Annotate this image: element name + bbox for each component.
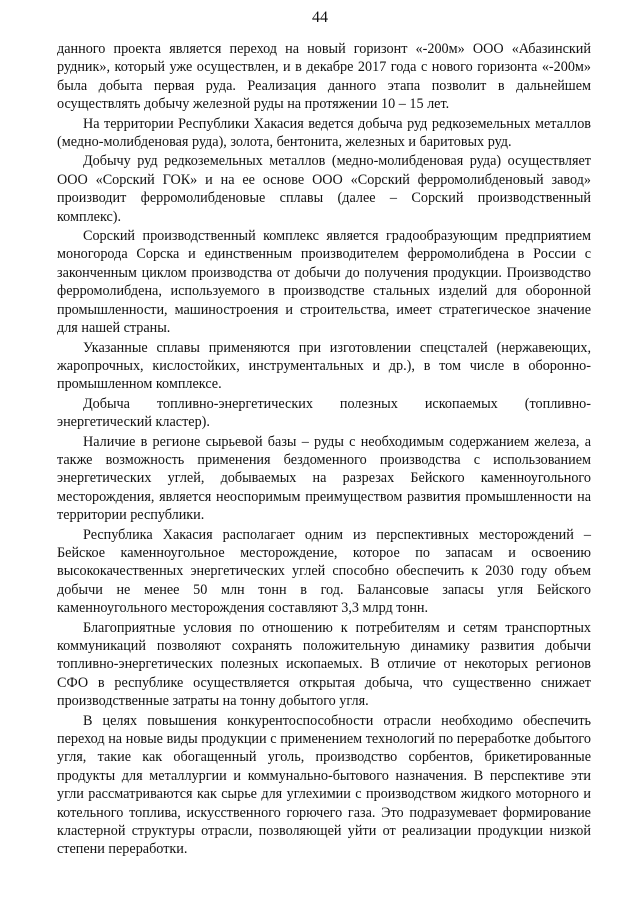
paragraph-continued: данного проекта является переход на новый горизонт «-200м» ООО «Абазинский рудник», который уже осуществлен, и в декабре 2017 года с нового горизонта «-200м» была добыта первая руда. Реализация данного этапа позволит в дальнейшем осуществлять добычу железной руды на протяжении 10 – 15 лет. (57, 41, 591, 113)
paragraph-alloys: Указанные сплавы применяются при изготовлении спецсталей (нержавеющих, жаропрочных, кислостойких, инструментальных и др.), в том числе в оборонно-промышленном комплексе. (57, 339, 591, 393)
paragraph-sorsky-complex: Сорский производственный комплекс является градообразующим предприятием моногорода Сорска и единственным производителем ферромолибдена в России с законченным циклом производства от добычи до получения продукции. Производство ферромолибдена, используемого в производстве стальных изделий для оборонной промышленности, машиностроения и строительства, имеет стратегическое значение для нашей страны. (57, 228, 591, 337)
paragraph-beysky-deposit: Республика Хакасия располагает одним из перспективных месторождений – Бейское каменноугольное месторождение, которое по запасам и освоению высококачественных энергетических углей способно обеспечить к 2030 году объем добычи не менее 50 млн тонн в год. Балансовые запасы угля Бейского каменноугольного месторождения составляют 3,3 млрд тонн. (57, 526, 591, 617)
paragraph-favorable-conditions: Благоприятные условия по отношению к потребителям и сетям транспортных коммуникаций позволяют сохранять положительную динамику развития добычи топливно-энергетических полезных ископаемых. В отличие от некоторых регионов СФО в республике осуществляется открытая добыча, что существенно снижает производственные затраты на тонну добытого угля. (57, 619, 591, 710)
paragraph-raw-material-base: Наличие в регионе сырьевой базы – руды с необходимым содержанием железа, а также возможность применения бездоменного производства с использованием энергетических углей, добываемых на разрезах Бейского каменноугольного месторождения, является неоспоримым преимуществом развития промышленности на территории республики. (57, 433, 591, 524)
document-body (57, 40, 591, 860)
paragraph-fuel-energy-cluster: Добыча топливно-энергетических полезных ископаемых (топливно-энергетический кластер). (57, 395, 591, 431)
paragraph-competitiveness: В целях повышения конкурентоспособности отрасли необходимо обеспечить переход на новые виды продукции с применением технологий по переработке добытого угля, такие как обогащенный уголь, производство сорбентов, брикетированные продукты для металлургии и коммунально-бытового назначения. В перспективе эти угли рассматриваются как сырье для углехимии с производством жидкого моторного и котельного топлива, искусственного горючего газа. Это подразумевает формирование кластерной структуры отрасли, позволяющей уйти от реализации продукции низкой степени переработки. (57, 712, 591, 858)
paragraph-khakassia-mining: На территории Республики Хакасия ведется добыча руд редкоземельных металлов (медно-молибденовая руда), золота, бентонита, железных и баритовых руд. (57, 115, 591, 151)
paragraph-sorsky-gok: Добычу руд редкоземельных металлов (медно-молибденовая руда) осуществляет ООО «Сорский ГОК» и на ее основе ООО «Сорский ферромолибденовый завод» производит ферромолибденовые сплавы (далее – Сорский производственный комплекс). (57, 153, 591, 225)
page-number: 44 (312, 9, 328, 26)
